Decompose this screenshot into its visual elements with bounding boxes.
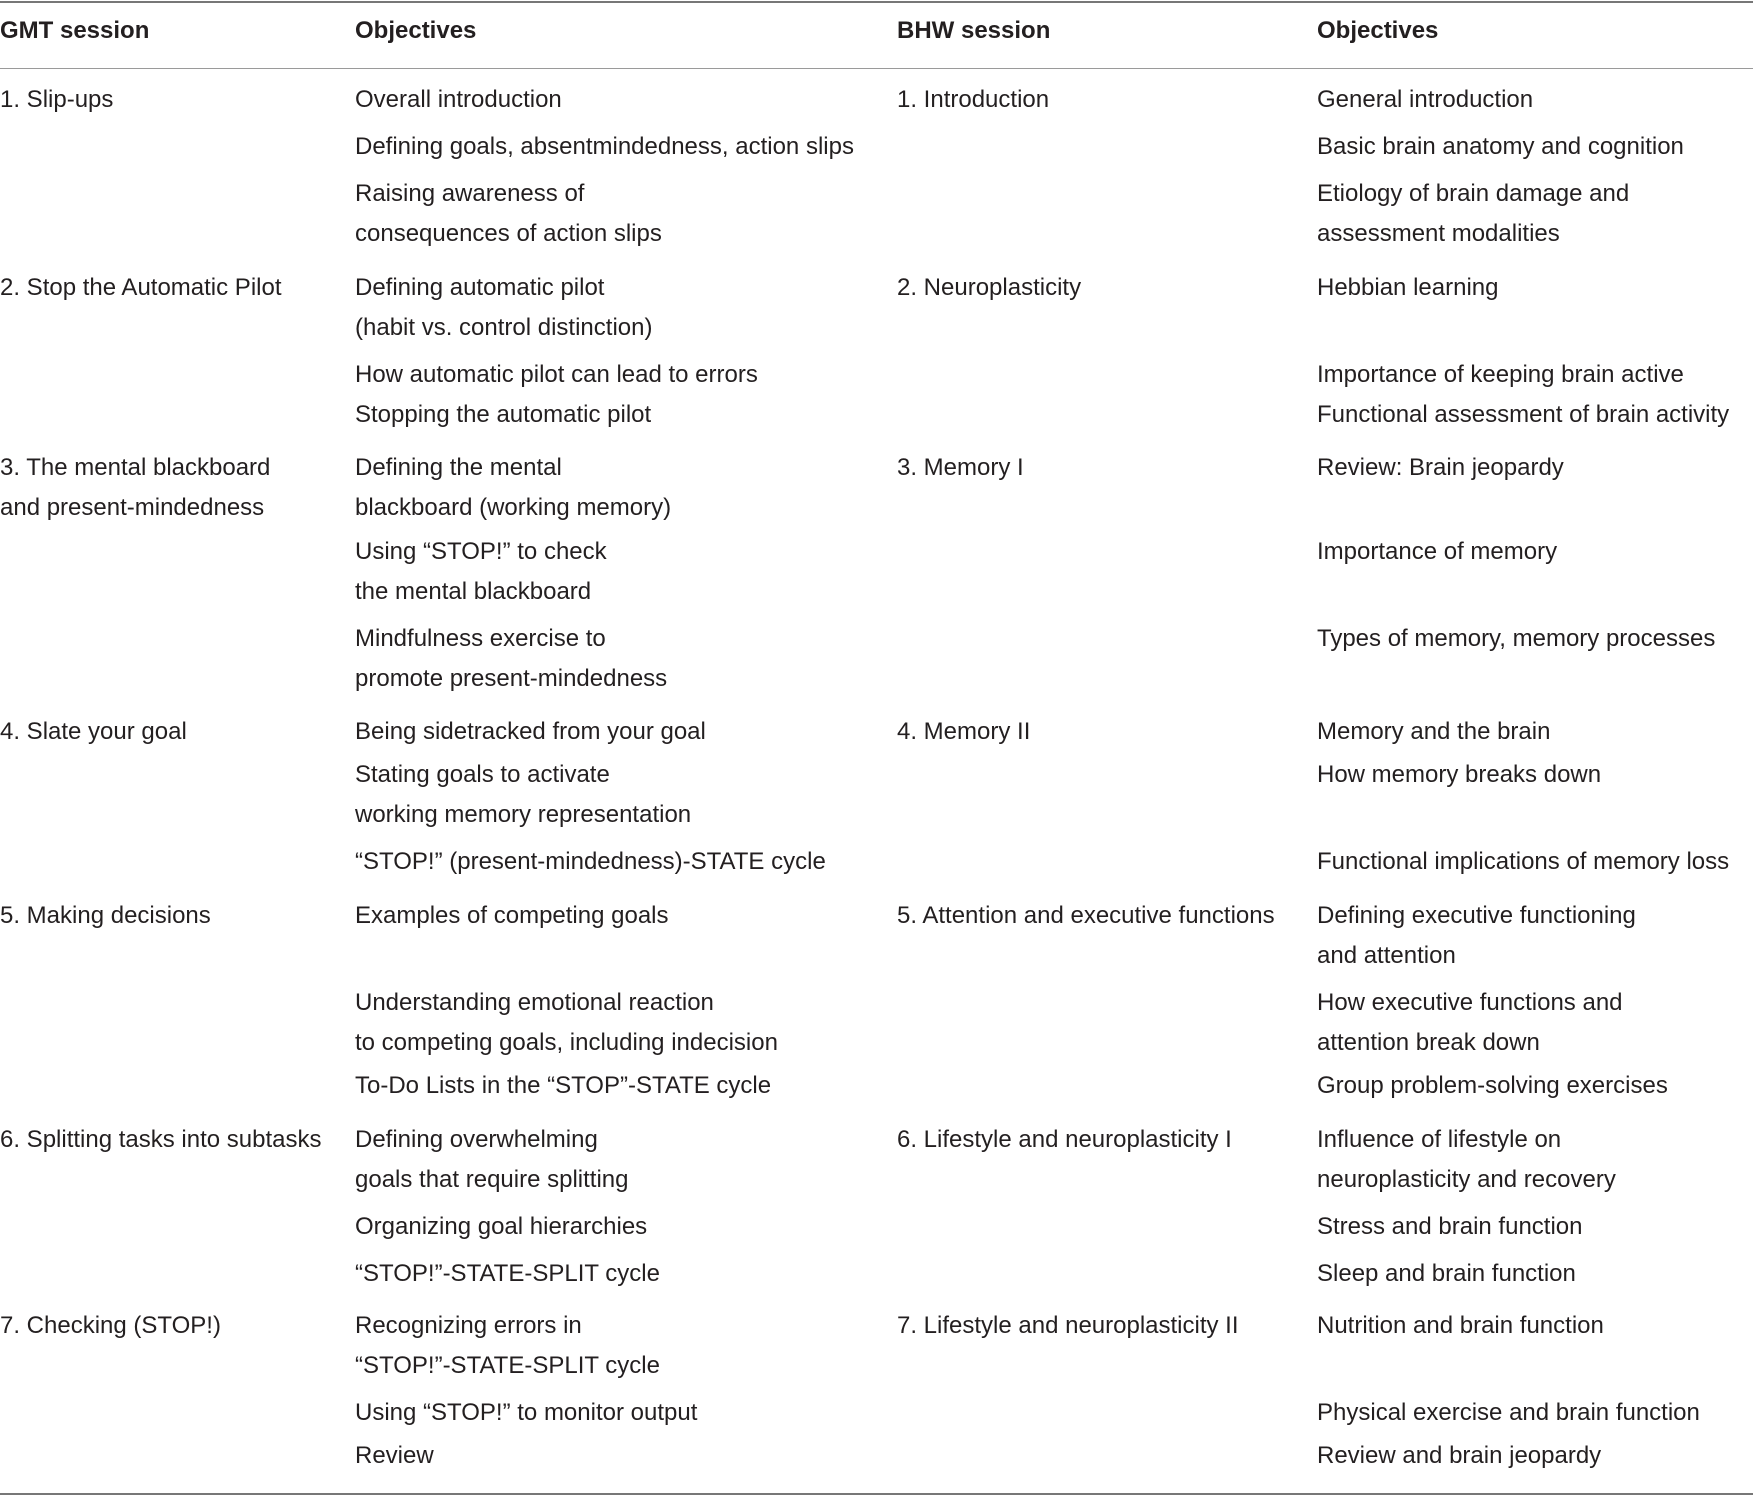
- bhw-objective-cell: Importance of memory: [1317, 538, 1558, 565]
- bhw-session-cell: 6. Lifestyle and neuroplasticity I: [897, 1126, 1232, 1153]
- gmt-objective-cell: Understanding emotional reaction: [355, 989, 714, 1016]
- bhw-session-cell: 2. Neuroplasticity: [897, 274, 1082, 301]
- gmt-objective-cell: blackboard (working memory): [355, 494, 672, 521]
- bhw-objective-cell: neuroplasticity and recovery: [1317, 1166, 1616, 1193]
- header-rule: [0, 68, 1753, 69]
- gmt-session-cell: 2. Stop the Automatic Pilot: [0, 274, 282, 301]
- gmt-objective-cell: “STOP!” (present-mindedness)-STATE cycle: [355, 848, 826, 875]
- gmt-objective-cell: the mental blackboard: [355, 578, 592, 605]
- bhw-objective-cell: Functional assessment of brain activity: [1317, 401, 1730, 428]
- bhw-objective-cell: attention break down: [1317, 1029, 1540, 1056]
- gmt-objective-cell: working memory representation: [355, 801, 692, 828]
- header-bhw-session: BHW session: [897, 17, 1051, 44]
- gmt-objective-cell: “STOP!”-STATE-SPLIT cycle: [355, 1352, 660, 1379]
- bhw-objective-cell: Importance of keeping brain active: [1317, 361, 1684, 388]
- bhw-session-cell: 3. Memory I: [897, 454, 1024, 481]
- gmt-objective-cell: Defining the mental: [355, 454, 562, 481]
- bhw-objective-cell: Sleep and brain function: [1317, 1260, 1576, 1287]
- gmt-objective-cell: Recognizing errors in: [355, 1312, 582, 1339]
- bhw-objective-cell: Types of memory, memory processes: [1317, 625, 1716, 652]
- bhw-objective-cell: How memory breaks down: [1317, 761, 1602, 788]
- header-gmt-session: GMT session: [0, 17, 150, 44]
- bhw-objective-cell: How executive functions and: [1317, 989, 1623, 1016]
- header-gmt-objectives: Objectives: [355, 17, 477, 44]
- gmt-objective-cell: goals that require splitting: [355, 1166, 629, 1193]
- gmt-objective-cell: Stopping the automatic pilot: [355, 401, 652, 428]
- gmt-objective-cell: Mindfulness exercise to: [355, 625, 606, 652]
- gmt-objective-cell: To-Do Lists in the “STOP”-STATE cycle: [355, 1072, 772, 1099]
- gmt-objective-cell: Overall introduction: [355, 86, 562, 113]
- gmt-objective-cell: Using “STOP!” to monitor output: [355, 1399, 698, 1426]
- gmt-objective-cell: promote present-mindedness: [355, 665, 668, 692]
- gmt-session-cell: 4. Slate your goal: [0, 718, 187, 745]
- gmt-session-cell: 5. Making decisions: [0, 902, 211, 929]
- header-bhw-objectives: Objectives: [1317, 17, 1439, 44]
- bhw-session-cell: 5. Attention and executive functions: [897, 902, 1275, 929]
- gmt-objective-cell: Being sidetracked from your goal: [355, 718, 706, 745]
- gmt-objective-cell: Defining overwhelming: [355, 1126, 598, 1153]
- bhw-session-cell: 7. Lifestyle and neuroplasticity II: [897, 1312, 1239, 1339]
- gmt-session-cell: 6. Splitting tasks into subtasks: [0, 1126, 322, 1153]
- gmt-objective-cell: Stating goals to activate: [355, 761, 610, 788]
- gmt-session-cell: 3. The mental blackboard: [0, 454, 271, 481]
- bhw-session-cell: 1. Introduction: [897, 86, 1050, 113]
- bhw-objective-cell: Defining executive functioning: [1317, 902, 1636, 929]
- gmt-objective-cell: How automatic pilot can lead to errors: [355, 361, 758, 388]
- bhw-objective-cell: assessment modalities: [1317, 220, 1560, 247]
- bhw-objective-cell: Nutrition and brain function: [1317, 1312, 1604, 1339]
- gmt-session-cell: and present-mindedness: [0, 494, 265, 521]
- gmt-objective-cell: Raising awareness of: [355, 180, 585, 207]
- bhw-objective-cell: Influence of lifestyle on: [1317, 1126, 1562, 1153]
- bhw-objective-cell: Basic brain anatomy and cognition: [1317, 133, 1684, 160]
- bhw-objective-cell: Hebbian learning: [1317, 274, 1499, 301]
- bhw-objective-cell: Review and brain jeopardy: [1317, 1442, 1602, 1469]
- gmt-objective-cell: (habit vs. control distinction): [355, 314, 653, 341]
- gmt-objective-cell: Defining goals, absentmindedness, action slips: [355, 133, 854, 160]
- bhw-objective-cell: Stress and brain function: [1317, 1213, 1583, 1240]
- gmt-objective-cell: “STOP!”-STATE-SPLIT cycle: [355, 1260, 660, 1287]
- bhw-objective-cell: General introduction: [1317, 86, 1534, 113]
- bottom-rule: [0, 1493, 1753, 1495]
- bhw-objective-cell: Memory and the brain: [1317, 718, 1551, 745]
- top-rule: [0, 1, 1753, 3]
- bhw-objective-cell: Functional implications of memory loss: [1317, 848, 1730, 875]
- bhw-objective-cell: and attention: [1317, 942, 1456, 969]
- bhw-objective-cell: Group problem-solving exercises: [1317, 1072, 1668, 1099]
- gmt-session-cell: 1. Slip-ups: [0, 86, 114, 113]
- gmt-objective-cell: consequences of action slips: [355, 220, 662, 247]
- gmt-objective-cell: Organizing goal hierarchies: [355, 1213, 648, 1240]
- bhw-session-cell: 4. Memory II: [897, 718, 1031, 745]
- gmt-session-cell: 7. Checking (STOP!): [0, 1312, 221, 1339]
- gmt-objective-cell: Examples of competing goals: [355, 902, 669, 929]
- gmt-objective-cell: to competing goals, including indecision: [355, 1029, 778, 1056]
- gmt-objective-cell: Review: [355, 1442, 434, 1469]
- bhw-objective-cell: Review: Brain jeopardy: [1317, 454, 1564, 481]
- gmt-objective-cell: Using “STOP!” to check: [355, 538, 607, 565]
- bhw-objective-cell: Physical exercise and brain function: [1317, 1399, 1700, 1426]
- gmt-objective-cell: Defining automatic pilot: [355, 274, 605, 301]
- bhw-objective-cell: Etiology of brain damage and: [1317, 180, 1630, 207]
